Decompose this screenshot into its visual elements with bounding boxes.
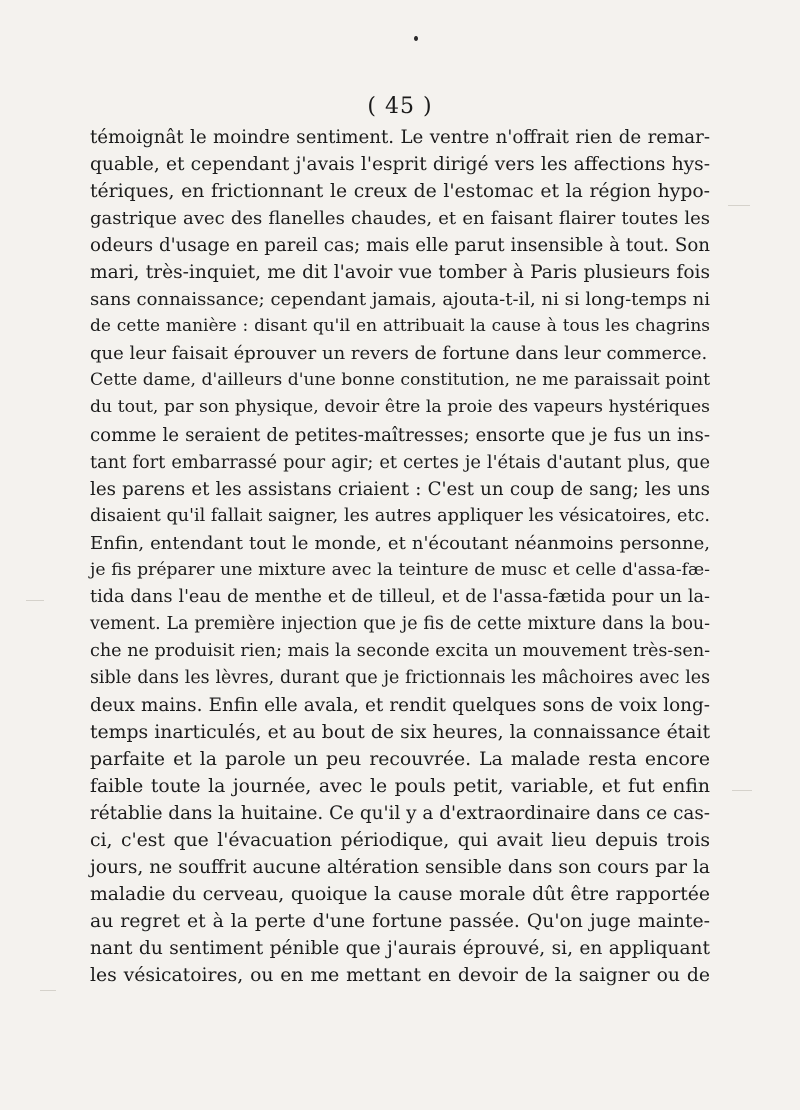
- text-line: Enfin, entendant tout le monde, et n'écoutant néanmoins personne,: [90, 532, 710, 554]
- text-line: temps inarticulés, et au bout de six heures, la connaissance était: [90, 722, 710, 744]
- text-line: sans connaissance; cependant jamais, ajouta-t-il, ni si long-temps ni: [90, 289, 710, 311]
- text-line: de cette manière : disant qu'il en attribuait la cause à tous les chagrins: [90, 316, 710, 337]
- text-line: mari, très-inquiet, me dit l'avoir vue tomber à Paris plusieurs fois: [90, 262, 710, 284]
- margin-mark: [732, 790, 752, 791]
- page-number: ( 45 ): [367, 94, 433, 119]
- margin-mark: [728, 205, 750, 206]
- text-line: parfaite et la parole un peu recouvrée. La malade resta encore: [90, 749, 710, 771]
- text-line: au regret et à la perte d'une fortune passée. Qu'on juge mainte-: [90, 911, 710, 933]
- text-line: rétablie dans la huitaine. Ce qu'il y a d'extraordinaire dans ce cas-: [90, 803, 710, 825]
- text-line: deux mains. Enfin elle avala, et rendit quelques sons de voix long-: [90, 694, 710, 716]
- margin-mark: [40, 990, 56, 991]
- text-line: che ne produisit rien; mais la seconde excita un mouvement très-sen-: [90, 640, 711, 661]
- text-line: faible toute la journée, avec le pouls petit, variable, et fut enfin: [90, 776, 710, 798]
- text-line: sible dans les lèvres, durant que je frictionnais les mâchoires avec les: [90, 667, 710, 688]
- text-line: comme le seraient de petites-maîtresses; ensorte que je fus un ins-: [90, 424, 710, 446]
- ink-speck: [414, 36, 418, 41]
- margin-mark: [26, 600, 44, 601]
- text-line: les vésicatoires, ou en me mettant en devoir de la saigner ou de: [90, 965, 710, 987]
- text-line: je fis préparer une mixture avec la teinture de musc et celle d'assa-fæ-: [90, 559, 710, 580]
- text-line: témoignât le moindre sentiment. Le ventre n'offrait rien de remar-: [90, 127, 710, 148]
- body-text: [90, 124, 710, 990]
- text-line: quable, et cependant j'avais l'esprit dirigé vers les affections hys-: [90, 154, 710, 176]
- text-line: disaient qu'il fallait saigner, les autres appliquer les vésicatoires, etc.: [90, 505, 710, 526]
- text-line: tériques, en frictionnant le creux de l'estomac et la région hypo-: [90, 181, 710, 203]
- text-line: odeurs d'usage en pareil cas; mais elle parut insensible à tout. Son: [90, 235, 710, 257]
- text-line: tant fort embarrassé pour agir; et certes je l'étais d'autant plus, que: [90, 451, 710, 473]
- text-line: que leur faisait éprouver un revers de fortune dans leur commerce.: [90, 343, 708, 365]
- text-line: nant du sentiment pénible que j'aurais éprouvé, si, en appliquant: [90, 938, 710, 960]
- text-line: Cette dame, d'ailleurs d'une bonne constitution, ne me paraissait point: [90, 370, 710, 391]
- text-line: tida dans l'eau de menthe et de tilleul, et de l'assa-fætida pour un la-: [90, 586, 710, 607]
- text-line: les parens et les assistans criaient : C'est un coup de sang; les uns: [90, 478, 710, 500]
- text-line: vement. La première injection que je fis de cette mixture dans la bou-: [90, 613, 710, 634]
- text-line: ci, c'est que l'évacuation périodique, qui avait lieu depuis trois: [90, 830, 710, 852]
- text-line: jours, ne souffrit aucune altération sensible dans son cours par la: [90, 857, 710, 879]
- text-line: du tout, par son physique, devoir être la proie des vapeurs hystériques: [90, 397, 710, 418]
- text-line: gastrique avec des flanelles chaudes, et en faisant flairer toutes les: [90, 208, 710, 230]
- text-line: maladie du cerveau, quoique la cause morale dût être rapportée: [90, 884, 710, 906]
